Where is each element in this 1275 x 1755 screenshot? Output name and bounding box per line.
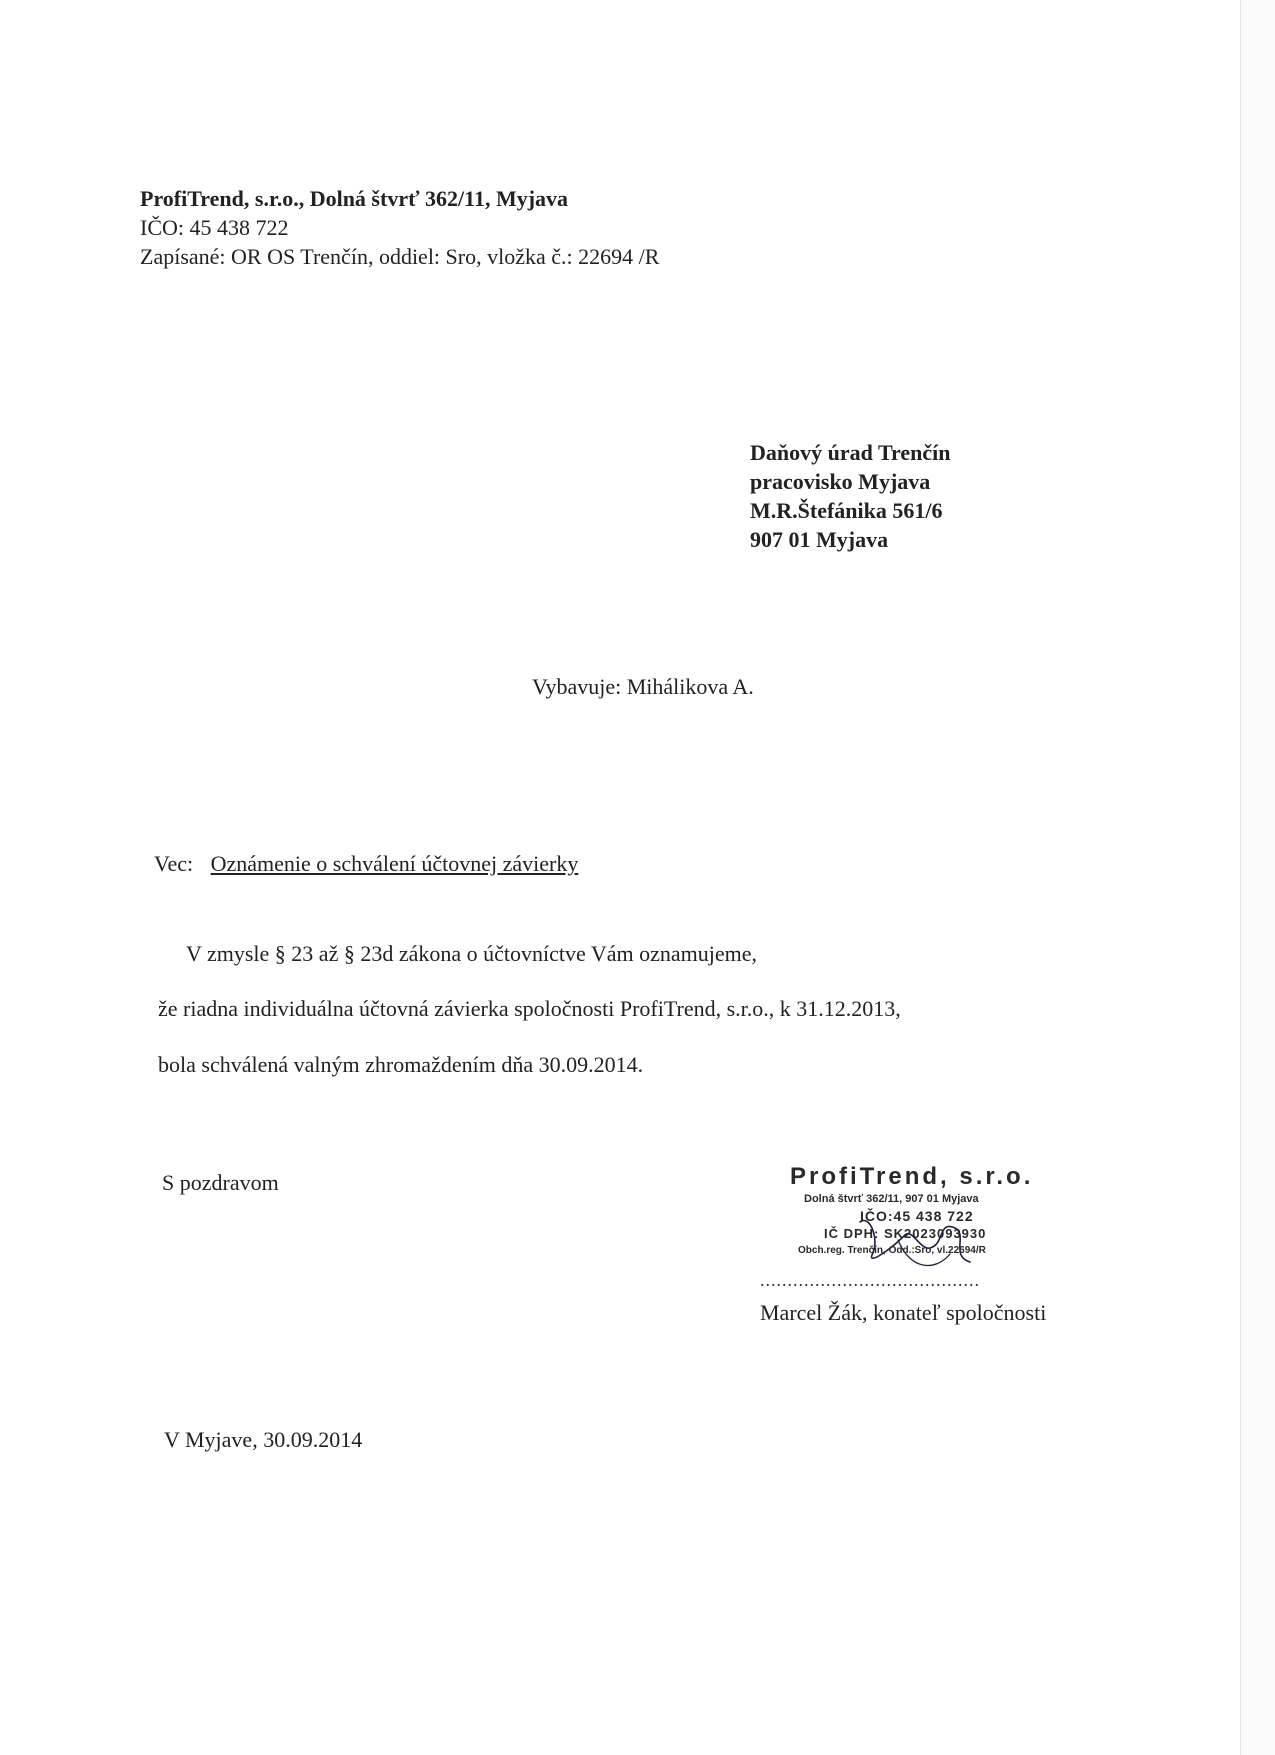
sender-ico-line: IČO: 45 438 722: [140, 215, 289, 240]
sender-company-line: ProfiTrend, s.r.o., Dolná štvrť 362/11, Myjava: [140, 186, 569, 211]
recipient-line-1: Daňový úrad Trenčín: [750, 440, 951, 465]
sender-block: [140, 184, 659, 271]
subject-value: Oznámenie o schválení účtovnej závierky: [210, 851, 579, 876]
greeting: S pozdravom: [162, 1170, 279, 1195]
sender-registration-line: Zapísané: OR OS Trenčín, oddiel: Sro, vložka č.: 22694 /R: [140, 244, 660, 269]
body-line-1: V zmysle § 23 až § 23d zákona o účtovníctve Vám oznamujeme,: [186, 941, 758, 966]
stamp-name: ProfiTrend, s.r.o.: [790, 1163, 1034, 1190]
subject-line: [154, 851, 578, 877]
stamp-address: Dolná štvrť 362/11, 907 01 Myjava: [804, 1193, 979, 1205]
stamp-dic: IČ DPH: SK2023093930: [824, 1226, 987, 1241]
body-line-2: že riadna individuálna účtovná závierka spoločnosti ProfiTrend, s.r.o., k 31.12.2013,: [158, 996, 901, 1021]
subject-label: Vec:: [154, 851, 194, 876]
stamp-ico: IČO:45 438 722: [860, 1208, 974, 1224]
place-and-date: V Myjave, 30.09.2014: [164, 1427, 363, 1452]
signature-dotted-line: ........................................: [760, 1270, 980, 1290]
recipient-line-2: pracovisko Myjava: [750, 469, 931, 494]
handler-line: Vybavuje: Mihálikova A.: [532, 674, 754, 699]
recipient-line-4: 907 01 Myjava: [750, 527, 889, 552]
recipient-address: [750, 438, 950, 554]
signatory-name: Marcel Žák, konateľ spoločnosti: [760, 1300, 1047, 1325]
recipient-line-3: M.R.Štefánika 561/6: [750, 498, 943, 523]
stamp-register: Obch.reg. Trenčín, Odd.:Sro, vl.22694/R: [798, 1245, 986, 1256]
body-line-3: bola schválená valným zhromaždením dňa 30.09.2014.: [158, 1052, 644, 1077]
